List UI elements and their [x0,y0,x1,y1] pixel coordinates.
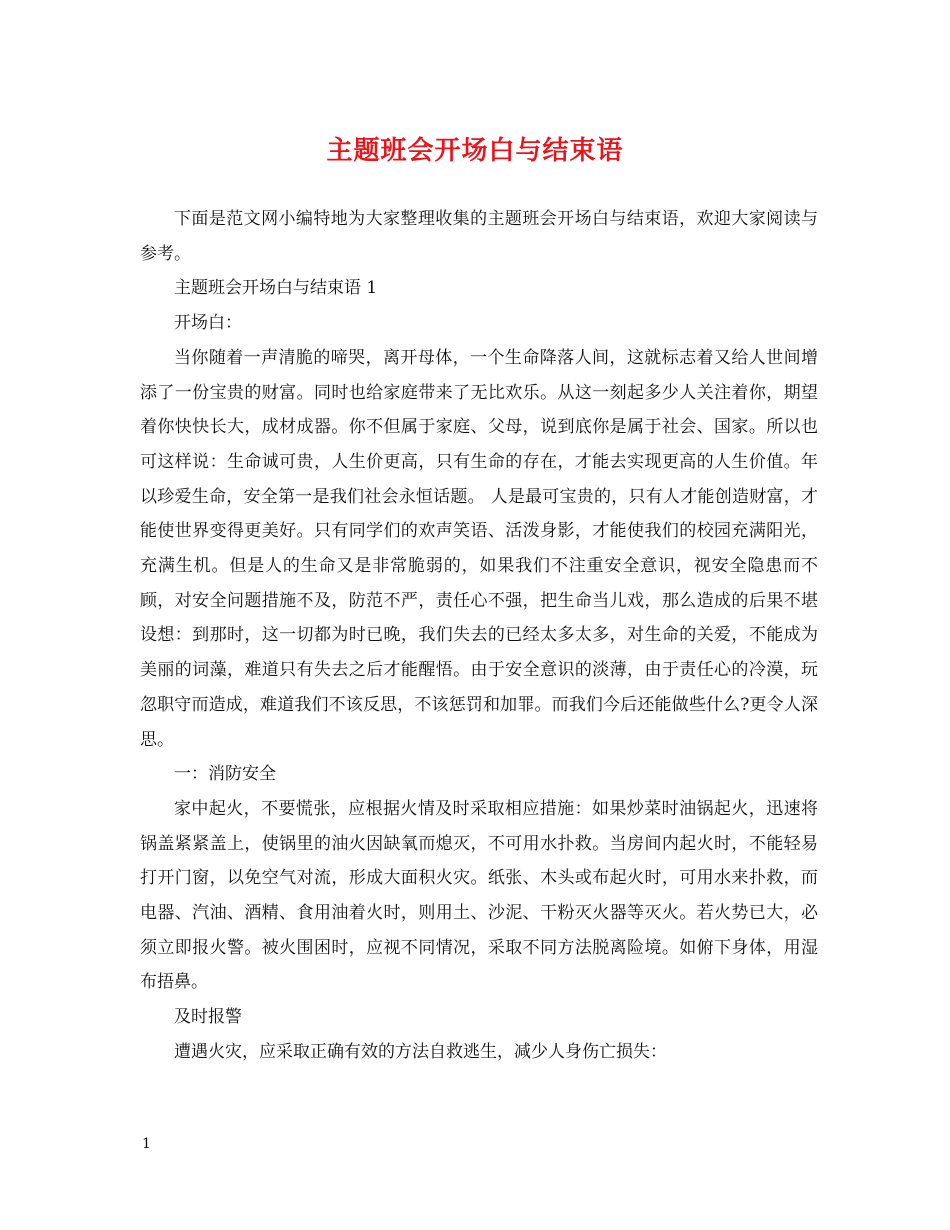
opening-paragraph: 当你随着一声清脆的啼哭，离开母体，一个生命降落人间，这就标志着又给人世间增添了一份宝贵的财富。同时也给家庭带来了无比欢乐。从这一刻起多少人关注着你，期望着你快快长大，成材成器。你不但属于家庭、父母，说到底你是属于社会、国家。所以也可这样说：生命诚可贵，人生价更高，只有生命的存在，才能去实现更高的人生价值。年以珍爱生命，安全第一是我们社会永恒话题。 人是最可宝贵的，只有人才能创造财富，才能使世界变得更美好。只有同学们的欢声笑语、活泼身影，才能使我们的校园充满阳光，充满生机。但是人的生命又是非常脆弱的，如果我们不注重安全意识，视安全隐患而不顾，对安全问题措施不及，防范不严，责任心不强，把生命当儿戏，那么造成的后果不堪设想：到那时，这一切都为时已晚，我们失去的已经太多太多，对生命的关爱，不能成为美丽的词藻，难道只有失去之后才能醒悟。由于安全意识的淡薄，由于责任心的冷漠，玩忽职守而造成，难道我们不该反思，不该惩罚和加罪。而我们今后还能做些什么?更令人深思。 [140,347,818,750]
page-number: 1 [142,1136,151,1152]
fire-safety-heading: 一：消防安全 [174,764,276,785]
document-body [140,202,818,1070]
report-alarm-heading: 及时报警 [174,1007,242,1028]
section-heading: 主题班会开场白与结束语 1 [174,278,378,299]
fire-safety-paragraph: 家中起火，不要慌张，应根据火情及时采取相应措施：如果炒菜时油锅起火，迅速将锅盖紧紧盖上，使锅里的油火因缺氧而熄灭，不可用水扑救。当房间内起火时，不能轻易打开门窗，以免空气对流，形成大面积火灾。纸张、木头或布起火时，可用水来扑救，而电器、汽油、酒精、食用油着火时，则用土、沙泥、干粉灭火器等灭火。若火势已大，必须立即报火警。被火围困时，应视不同情况，采取不同方法脱离险境。如俯下身体，用湿布捂鼻。 [140,798,818,993]
escape-paragraph: 遭遇火灾，应采取正确有效的方法自救逃生，减少人身伤亡损失： [174,1041,667,1062]
intro-paragraph: 下面是范文网小编特地为大家整理收集的主题班会开场白与结束语，欢迎大家阅读与参考。 [140,209,818,264]
page-title: 主题班会开场白与结束语 [326,136,624,166]
opening-label: 开场白： [174,313,242,334]
